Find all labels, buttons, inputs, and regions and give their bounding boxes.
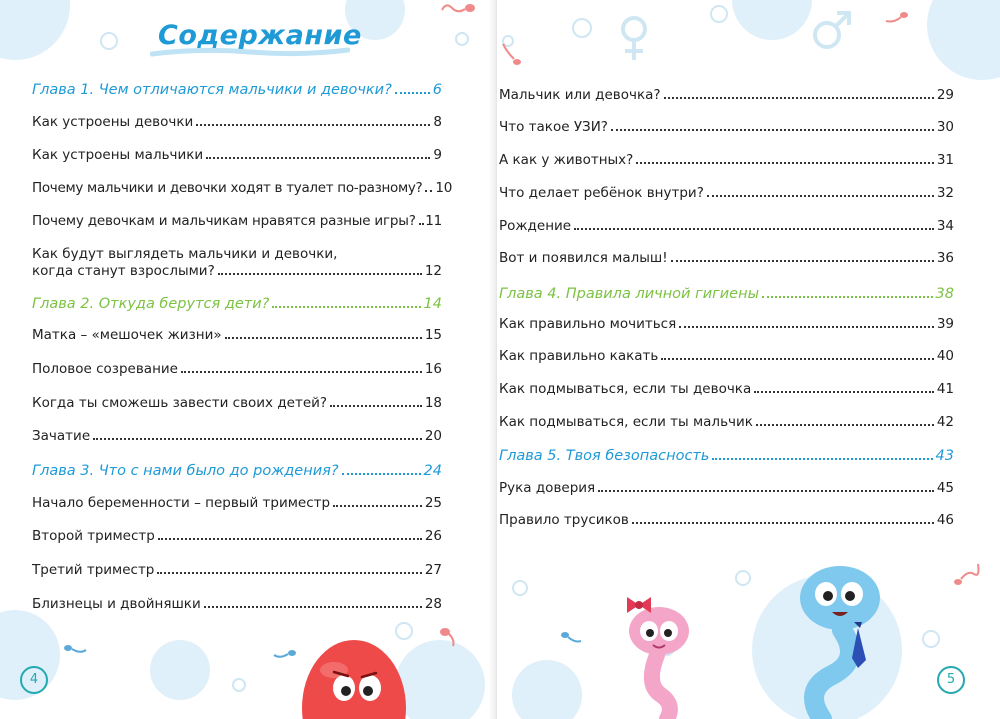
toc-entry[interactable]: Мальчик или девочка? 29: [499, 87, 954, 103]
decor-bubble: [735, 570, 751, 586]
decor-bubble: [0, 0, 70, 60]
decor-bubble: [150, 640, 210, 700]
egg-character-illustration: [290, 630, 420, 719]
decor-bubble: [232, 678, 246, 692]
sperm-doodle-icon: [557, 625, 587, 655]
toc-entry[interactable]: А как у животных? 31: [499, 152, 954, 168]
sperm-doodle-icon: [952, 560, 982, 590]
decor-bubble: [710, 5, 728, 23]
toc-entry[interactable]: Что делает ребёнок внутри? 32: [499, 185, 954, 201]
toc-entry[interactable]: Что такое УЗИ? 30: [499, 119, 954, 135]
page-title: Содержание: [158, 20, 362, 51]
toc-entry[interactable]: Рука доверия 45: [499, 480, 954, 496]
toc-entry[interactable]: Как устроены девочки 8: [32, 114, 442, 130]
page-number: 4: [20, 666, 48, 694]
toc-entry[interactable]: Почему девочкам и мальчикам нравятся разные игры? 11: [32, 213, 442, 229]
toc-entry[interactable]: Как подмываться, если ты девочка 41: [499, 381, 954, 397]
toc-entry[interactable]: Близнецы и двойняшки 28: [32, 596, 442, 612]
male-symbol-icon: [807, 5, 857, 55]
sperm-doodle-icon: [882, 5, 912, 35]
toc-entry[interactable]: Рождение 34: [499, 218, 954, 234]
pink-character-illustration: [617, 595, 717, 719]
sperm-doodle-icon: [60, 640, 90, 665]
toc-entry[interactable]: Зачатие 20: [32, 428, 442, 444]
toc-entry[interactable]: Правило трусиков 46: [499, 512, 954, 528]
toc-entry[interactable]: Матка – «мешочек жизни» 15: [32, 327, 442, 343]
bow-icon: [627, 597, 651, 613]
decor-bubble: [927, 0, 1000, 80]
toc-entry-line1[interactable]: Как будут выглядеть мальчики и девочки,: [32, 246, 338, 262]
toc-entry[interactable]: Половое созревание 16: [32, 361, 442, 377]
toc-entry[interactable]: Второй триместр 26: [32, 528, 442, 544]
sperm-doodle-icon: [440, 0, 480, 20]
toc-entry[interactable]: Начало беременности – первый триместр 25: [32, 495, 442, 511]
toc-entry[interactable]: Как подмываться, если ты мальчик 42: [499, 414, 954, 430]
page-number: 5: [937, 666, 965, 694]
toc-chapter[interactable]: Глава 4. Правила личной гигиены 38: [499, 286, 954, 302]
toc-chapter[interactable]: Глава 5. Твоя безопасность 43: [499, 448, 954, 464]
decor-bubble: [922, 630, 940, 648]
decor-bubble: [100, 32, 118, 50]
toc-entry[interactable]: Третий триместр 27: [32, 562, 442, 578]
toc-chapter[interactable]: Глава 2. Откуда берутся дети? 14: [32, 296, 442, 312]
title-underline: [150, 44, 350, 60]
decor-bubble: [732, 0, 812, 40]
decor-bubble: [512, 660, 582, 719]
toc-entry[interactable]: Вот и появился малыш! 36: [499, 250, 954, 266]
blue-character-illustration: [782, 560, 902, 719]
decor-bubble: [572, 18, 592, 38]
toc-entry[interactable]: Как правильно какать 40: [499, 348, 954, 364]
right-page: [497, 0, 1000, 719]
toc-entry[interactable]: Когда ты сможешь завести своих детей? 18: [32, 395, 442, 411]
left-page: [0, 0, 497, 719]
toc-entry[interactable]: когда станут взрослыми? 12: [32, 263, 442, 279]
female-symbol-icon: [617, 14, 651, 64]
toc-entry[interactable]: Как устроены мальчики 9: [32, 147, 442, 163]
toc-entry[interactable]: Как правильно мочиться 39: [499, 316, 954, 332]
decor-bubble: [512, 580, 528, 596]
sperm-doodle-icon: [497, 40, 527, 70]
sperm-doodle-icon: [435, 620, 465, 650]
decor-bubble: [455, 32, 469, 46]
toc-chapter[interactable]: Глава 3. Что с нами было до рождения? 24: [32, 463, 442, 479]
toc-entry[interactable]: Почему мальчики и девочки ходят в туалет по-разному? 10: [32, 180, 452, 196]
toc-chapter[interactable]: Глава 1. Чем отличаются мальчики и девочки? 6: [32, 82, 442, 98]
